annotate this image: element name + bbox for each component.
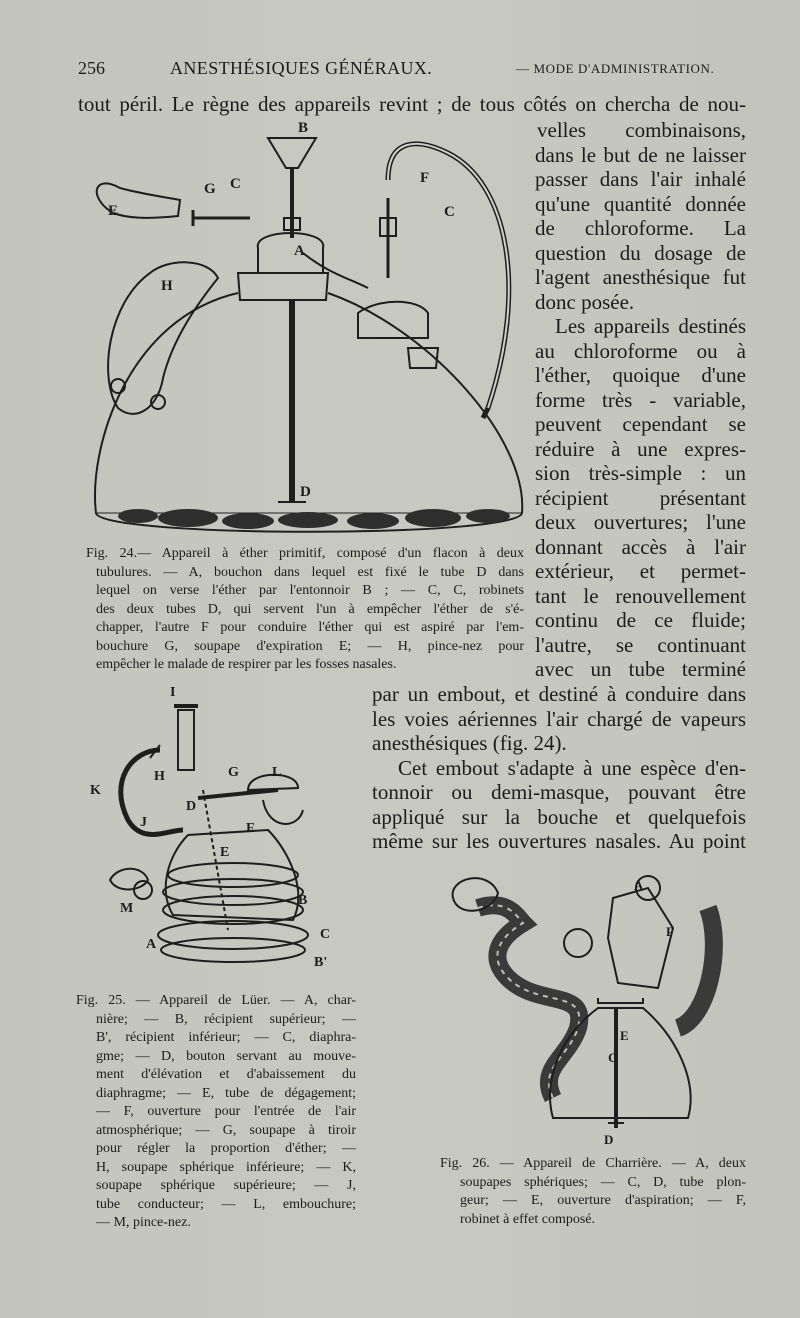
text-line: tout péril. Le règne des appareils revint ; de tous côtés on chercha de nou- [78,92,746,116]
text-line: récipient présentant [535,485,746,510]
text-line: dans le but de ne laisser [535,142,746,167]
fig25-label-i: I [170,685,176,700]
caption-line: pour régler la proportion d'éther; — [96,1141,356,1156]
fig26-label-c: C [608,1050,618,1065]
text-line: velles combinaisons, [537,118,746,142]
body-top-line [78,92,746,117]
text-line: Les appareils destinés [555,314,746,338]
caption-line: tube conducteur; — L, embouchure; [96,1196,356,1212]
text-line: continu de ce fluide; [535,608,746,632]
text-line: donnant accès à l'air [535,534,746,559]
caption-line: lequel on verse l'éther par l'entonnoir B ; — C, C, robinets [96,583,524,598]
fig24-label-h: H [161,278,173,294]
fig24-label-e: E [108,203,119,219]
text-line: appliqué sur la bouche et quelquefois [372,804,746,829]
figure-24-ether-apparatus [88,118,528,548]
fig26-label-d: D [604,1132,614,1147]
caption-line: empêcher le malade de respirer par les fosses nasales. [96,657,397,672]
fig25-label-g: G [228,765,239,780]
text-line: peuvent cependant se [535,412,746,436]
caption-line: B', récipient inférieur; — C, diaphra- [96,1030,356,1045]
text-line: avec un tube terminé [535,657,746,681]
caption-line: geur; — E, ouverture d'aspiration; — F, [460,1193,746,1208]
caption-line: Fig. 24.— Appareil à éther primitif, composé d'un flacon à deux [86,546,524,561]
text-line: l'agent anesthésique fut [535,265,746,289]
middle-column-text [372,682,746,854]
figure-24-caption [86,545,524,675]
fig24-label-a: A [294,243,305,259]
caption-line: bouchure G, soupape d'expiration E; — H, pince-nez pour [96,638,524,654]
text-line: tonnoir ou demi-masque, pouvant être [372,780,746,804]
text-line: réduire à une expres- [535,436,746,461]
caption-line: chapper, l'autre F pour conduire l'éther qui est aspiré par l'em- [96,620,524,635]
caption-line: H, soupape sphérique inférieure; — K, [96,1159,356,1175]
fig25-label-f: F [246,821,255,836]
figure-26-caption [440,1155,746,1229]
text-line: l'éther, quoique d'une [535,363,746,387]
caption-line: gme; — D, bouton servant au mouve- [96,1048,356,1064]
fig25-label-h: H [154,769,165,784]
caption-line: soupapes sphériques; — C, D, tube plon- [460,1174,746,1190]
text-line: même sur les ouvertures nasales. Au point [372,829,746,853]
text-line: anesthésiques (fig. 24). [372,731,567,755]
text-line: qu'une quantité donnée [535,191,746,216]
caption-line: Fig. 25. — Appareil de Lüer. — A, char- [76,993,356,1008]
fig25-label-j: J [140,815,147,830]
fig25-label-d: D [186,799,197,814]
text-line: les voies aériennes l'air chargé de vapeurs [372,706,746,731]
caption-line: ment d'élévation et d'abaissement du [96,1067,356,1082]
fig25-label-b-prime: B' [314,955,328,970]
fig25-label-e: E [220,845,230,860]
page-number: 256 [78,58,105,78]
caption-line: tubulures. — A, bouchon dans lequel est fixé le tube D dans [96,564,524,580]
caption-line: Fig. 26. — Appareil de Charrière. — A, deux [440,1156,746,1171]
fig25-label-c: C [320,927,331,942]
fig24-label-g: G [204,181,216,197]
caption-line: — F, ouverture pour l'entrée de l'air [96,1104,356,1119]
text-line: passer dans l'air inhalé [535,167,746,191]
text-line: sion très-simple : un [535,461,746,485]
text-line: donc posée. [535,289,635,314]
caption-line: — M, pince-nez. [96,1215,191,1230]
header-subtitle: — MODE D'ADMINISTRATION. [516,61,715,76]
figure-25-luer-apparatus [88,680,348,980]
fig25-label-l: L [272,765,282,780]
caption-line: des deux tubes D, qui servent l'un à empêcher l'éther de s'é- [96,601,524,617]
figure-26-charriere-apparatus [448,868,738,1148]
fig24-label-f: F [420,170,430,186]
fig26-label-f: F [666,924,674,939]
fig24-label-d: D [300,484,311,500]
caption-line: robinet à effet composé. [460,1211,596,1227]
fig24-label-c: C [230,176,241,192]
fig24-label-c2: C [444,204,455,220]
fig25-label-k: K [90,783,101,798]
text-line: au chloroforme ou à [535,338,746,363]
text-line: extérieur, et permet- [535,559,746,583]
text-line: de chloroforme. La [535,216,746,240]
text-line: par un embout, et destiné à conduire dans [372,682,746,706]
fig26-label-e: E [620,1028,629,1043]
header-title: ANESTHÉSIQUES GÉNÉRAUX. [170,58,433,78]
fig25-label-b: B [298,893,308,908]
fig25-label-m: M [120,901,134,916]
caption-line: soupape sphérique supérieure; — J, [96,1178,356,1193]
text-line: question du dosage de [535,240,746,265]
running-header [78,58,748,86]
text-line: l'autre, se continuant [535,632,746,657]
caption-line: diaphragme; — E, tube de dégagement; [96,1085,356,1101]
text-line: deux ouvertures; l'une [535,510,746,534]
text-line: forme très - variable, [535,387,746,412]
text-line: Cet embout s'adapte à une espèce d'en- [398,755,746,780]
fig25-label-a: A [146,937,157,952]
caption-line: nière; — B, récipient supérieur; — [96,1011,356,1027]
fig24-label-b: B [298,120,309,136]
figure-25-caption [76,992,356,1233]
text-line: tant le renouvellement [535,583,746,608]
fig26-label-a: A [634,878,644,893]
right-column-text [535,118,746,682]
caption-line: atmosphérique; — G, soupape à tiroir [96,1122,356,1138]
